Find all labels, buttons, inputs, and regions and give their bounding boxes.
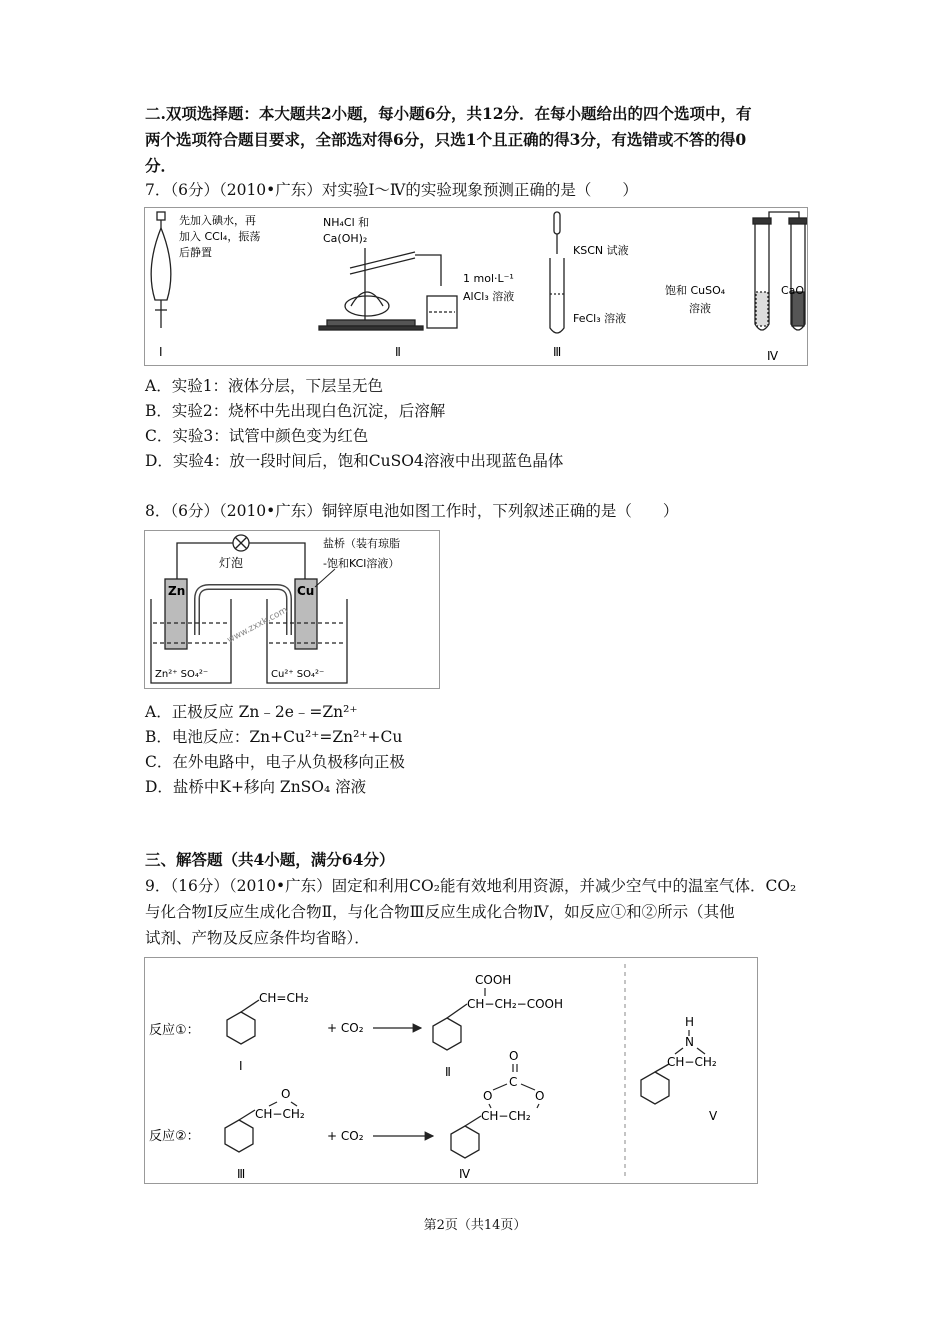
compound-ii-benzene-ring [433, 1018, 461, 1050]
connected-test-tubes-icon [753, 212, 807, 330]
watermark: www.zxxk.com [225, 605, 290, 646]
compound-iv-carbonyl-oxygen: O [509, 1049, 519, 1063]
left-ions-label: Zn²⁺ SO₄²⁻ [155, 669, 209, 680]
reaction-2-plus-co2: + CO₂ [327, 1129, 364, 1143]
section-2-desc: 两个选项符合题目要求，全部选对得6分，只选1个且正确的得3分，有选错或不答的得0 [145, 130, 747, 149]
reaction-1-plus-co2: + CO₂ [327, 1021, 364, 1035]
page-footer: 第2页（共14页） [423, 1218, 527, 1233]
heating-apparatus-icon [319, 248, 457, 330]
question-9-line-2: 与化合物Ⅰ反应生成化合物Ⅱ，与化合物Ⅲ反应生成化合物Ⅳ，如反应①和②所示（其他 [145, 903, 735, 921]
q7-option-d: D．实验4：放一段时间后，饱和CuSO4溶液中出现蓝色晶体 [145, 452, 564, 470]
compound-iv-benzene-ring [451, 1126, 479, 1158]
exp3-label-2: FeCl₃ 溶液 [573, 312, 627, 325]
exp2-label-1: NH₄Cl 和 [323, 216, 370, 229]
q7-figure [144, 207, 808, 366]
exp1-label-3: 后静置 [179, 246, 212, 259]
compound-iii-number: Ⅲ [237, 1167, 246, 1181]
compound-i-number: Ⅰ [239, 1059, 243, 1073]
exp4-label-1: 饱和 CuSO₄ [665, 284, 726, 297]
right-ions-label: Cu²⁺ SO₄²⁻ [271, 669, 325, 680]
question-7-stem: 7．（6分）（2010•广东）对实验Ⅰ～Ⅳ的实验现象预测正确的是（ ） [145, 181, 638, 199]
q7-option-c: C．实验3：试管中颜色变为红色 [145, 427, 369, 445]
exp2-label-2: Ca(OH)₂ [323, 232, 368, 245]
exp3-number: Ⅲ [553, 345, 562, 359]
compound-iv-number: Ⅳ [459, 1167, 471, 1181]
bulb-label: 灯泡 [219, 556, 244, 570]
salt-bridge-label-1: 盐桥（装有琼脂 [323, 537, 400, 550]
compound-iv-ring-oxygen-right: O [535, 1089, 545, 1103]
exp4-number: Ⅳ [767, 349, 779, 363]
section-3-title: 三、解答题（共4小题，满分64分） [145, 850, 395, 869]
exp1-number: Ⅰ [159, 345, 163, 359]
compound-i-benzene-ring [227, 1012, 255, 1044]
section-2-desc-end: 分． [145, 156, 177, 175]
compound-iii-chain: CH−CH₂ [255, 1107, 305, 1121]
question-8-stem: 8．（6分）（2010•广东）铜锌原电池如图工作时，下列叙述正确的是（ ） [145, 502, 679, 520]
question-9-line-1: 9．（16分）（2010•广东）固定和利用CO₂能有效地利用资源，并减少空气中的温室气体．CO₂ [145, 877, 797, 895]
q8-option-d: D．盐桥中K+移向 ZnSO₄ 溶液 [145, 778, 367, 796]
reaction-2-label: 反应②： [149, 1129, 200, 1144]
compound-v-nitrogen: N [685, 1035, 694, 1049]
salt-bridge-label-2: -饱和KCl溶液） [323, 557, 400, 570]
q7-option-a: A．实验1：液体分层，下层呈无色 [145, 377, 384, 395]
q7-option-b: B．实验2：烧杯中先出现白色沉淀，后溶解 [145, 402, 446, 420]
compound-iv-carbon: C [509, 1075, 518, 1089]
question-9-line-3: 试剂、产物及反应条件均省略）． [145, 929, 370, 947]
zn-electrode-label: Zn [168, 584, 186, 598]
compound-i-substituent: CH=CH₂ [259, 991, 309, 1005]
q8-option-b: B．电池反应：Zn+Cu²⁺=Zn²⁺+Cu [145, 728, 403, 746]
compound-v-number: Ⅴ [709, 1109, 718, 1123]
q8-galvanic-cell-figure [144, 530, 440, 689]
separatory-funnel-icon [151, 212, 171, 328]
compound-iv-ring-oxygen-left: O [483, 1089, 493, 1103]
exp1-label-1: 先加入碘水，再 [179, 214, 256, 227]
exp4-label-2: 溶液 [689, 302, 711, 315]
compound-ii-carboxyl-top: COOH [475, 973, 512, 987]
compound-v-hydrogen: H [685, 1015, 695, 1029]
exp2-number: Ⅱ [395, 345, 401, 359]
exp1-label-2: 加入 CCl₄，振荡 [179, 230, 261, 243]
compound-v-benzene-ring [641, 1072, 669, 1104]
exp2-label-3: 1 mol·L⁻¹ [463, 272, 514, 285]
compound-ii-number: Ⅱ [445, 1065, 451, 1079]
exp3-label-1: KSCN 试液 [573, 244, 629, 257]
compound-iii-epoxide-oxygen: O [281, 1087, 291, 1101]
exp4-label-3: CaO [781, 284, 805, 297]
compound-ii-chain: CH−CH₂−COOH [467, 997, 564, 1011]
exp2-label-4: AlCl₃ 溶液 [463, 290, 515, 303]
compound-iv-chain: CH−CH₂ [481, 1109, 531, 1123]
q9-reaction-scheme [144, 957, 758, 1184]
q8-option-a: A．正极反应 Zn﹣2e﹣=Zn²⁺ [145, 703, 358, 721]
compound-v-chain: CH−CH₂ [667, 1055, 717, 1069]
q8-option-c: C．在外电路中，电子从负极移向正极 [145, 753, 405, 771]
reaction-1-label: 反应①： [149, 1023, 200, 1038]
compound-iii-benzene-ring [225, 1120, 253, 1152]
dropper-test-tube-icon [550, 212, 564, 333]
section-2-title: 二.双项选择题：本大题共2小题，每小题6分，共12分．在每小题给出的四个选项中，有 [145, 104, 752, 123]
cu-electrode-label: Cu [297, 584, 315, 598]
